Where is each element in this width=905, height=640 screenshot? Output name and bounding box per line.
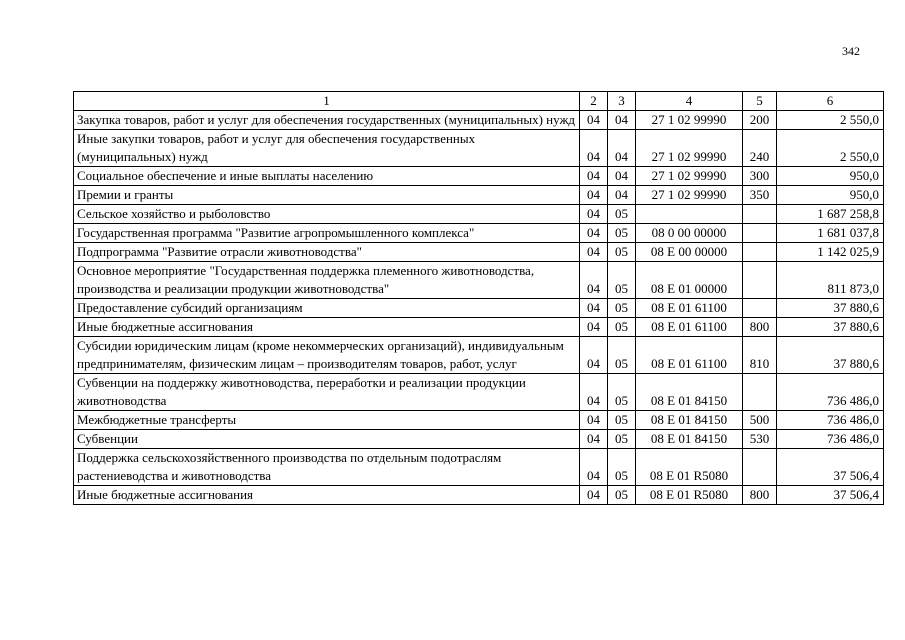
amount-cell: 811 873,0 <box>777 262 884 299</box>
target-article-cell: 08 Е 01 61100 <box>636 299 743 318</box>
amount-cell: 37 506,4 <box>777 486 884 505</box>
target-article-cell: 08 Е 01 61100 <box>636 318 743 337</box>
target-article-cell: 08 Е 00 00000 <box>636 243 743 262</box>
target-article-cell: 08 Е 01 84150 <box>636 411 743 430</box>
section-code-cell: 04 <box>580 411 608 430</box>
table-row <box>74 167 884 186</box>
item-name-cell: Закупка товаров, работ и услуг для обеспечения государственных (муниципальных) нужд <box>74 111 580 130</box>
header-cell-6: 6 <box>777 92 884 111</box>
section-code-cell: 04 <box>580 186 608 205</box>
section-code-cell: 04 <box>580 167 608 186</box>
amount-cell: 736 486,0 <box>777 430 884 449</box>
amount-cell: 736 486,0 <box>777 411 884 430</box>
amount-cell: 37 506,4 <box>777 449 884 486</box>
section-code-cell: 04 <box>580 374 608 411</box>
target-article-cell: 08 0 00 00000 <box>636 224 743 243</box>
section-code-cell: 04 <box>580 318 608 337</box>
item-name-cell: Основное мероприятие "Государственная поддержка племенного животноводства, производства и реализации продукции животноводства" <box>74 262 580 299</box>
header-cell-3: 3 <box>608 92 636 111</box>
target-article-cell: 27 1 02 99990 <box>636 167 743 186</box>
table-row <box>74 337 884 374</box>
expense-type-cell <box>743 243 777 262</box>
item-name-cell: Предоставление субсидий организациям <box>74 299 580 318</box>
item-name-cell: Субвенции <box>74 430 580 449</box>
table-row <box>74 262 884 299</box>
subsection-code-cell: 05 <box>608 299 636 318</box>
amount-cell: 1 142 025,9 <box>777 243 884 262</box>
amount-cell: 37 880,6 <box>777 318 884 337</box>
amount-cell: 2 550,0 <box>777 130 884 167</box>
subsection-code-cell: 05 <box>608 337 636 374</box>
subsection-code-cell: 05 <box>608 318 636 337</box>
header-cell-2: 2 <box>580 92 608 111</box>
target-article-cell: 27 1 02 99990 <box>636 186 743 205</box>
expense-type-cell: 810 <box>743 337 777 374</box>
target-article-cell: 08 Е 01 84150 <box>636 374 743 411</box>
subsection-code-cell: 05 <box>608 243 636 262</box>
section-code-cell: 04 <box>580 449 608 486</box>
subsection-code-cell: 04 <box>608 111 636 130</box>
subsection-code-cell: 05 <box>608 486 636 505</box>
section-code-cell: 04 <box>580 430 608 449</box>
table-row <box>74 111 884 130</box>
section-code-cell: 04 <box>580 243 608 262</box>
target-article-cell: 08 Е 01 R5080 <box>636 486 743 505</box>
section-code-cell: 04 <box>580 262 608 299</box>
amount-cell: 2 550,0 <box>777 111 884 130</box>
item-name-cell: Иные бюджетные ассигнования <box>74 318 580 337</box>
section-code-cell: 04 <box>580 486 608 505</box>
subsection-code-cell: 05 <box>608 374 636 411</box>
table-row <box>74 449 884 486</box>
expense-type-cell: 300 <box>743 167 777 186</box>
expense-type-cell: 200 <box>743 111 777 130</box>
subsection-code-cell: 04 <box>608 130 636 167</box>
section-code-cell: 04 <box>580 299 608 318</box>
table-row <box>74 130 884 167</box>
table-row <box>74 205 884 224</box>
subsection-code-cell: 05 <box>608 205 636 224</box>
item-name-cell: Межбюджетные трансферты <box>74 411 580 430</box>
table-row <box>74 374 884 411</box>
section-code-cell: 04 <box>580 205 608 224</box>
expense-type-cell: 530 <box>743 430 777 449</box>
page-number: 342 <box>842 44 860 58</box>
expense-type-cell: 240 <box>743 130 777 167</box>
table-row <box>74 486 884 505</box>
item-name-cell: Иные закупки товаров, работ и услуг для обеспечения государственных (муниципальных) нужд <box>74 130 580 167</box>
header-cell-4: 4 <box>636 92 743 111</box>
expense-type-cell <box>743 374 777 411</box>
expense-type-cell: 350 <box>743 186 777 205</box>
table-row <box>74 224 884 243</box>
subsection-code-cell: 05 <box>608 262 636 299</box>
expense-type-cell <box>743 262 777 299</box>
header-cell-5: 5 <box>743 92 777 111</box>
subsection-code-cell: 05 <box>608 224 636 243</box>
item-name-cell: Субвенции на поддержку животноводства, переработки и реализации продукции животноводства <box>74 374 580 411</box>
amount-cell: 950,0 <box>777 186 884 205</box>
subsection-code-cell: 05 <box>608 411 636 430</box>
header-cell-1: 1 <box>74 92 580 111</box>
amount-cell: 736 486,0 <box>777 374 884 411</box>
amount-cell: 37 880,6 <box>777 299 884 318</box>
expense-type-cell: 800 <box>743 486 777 505</box>
target-article-cell: 08 Е 01 61100 <box>636 337 743 374</box>
item-name-cell: Подпрограмма "Развитие отрасли животноводства" <box>74 243 580 262</box>
expense-type-cell <box>743 449 777 486</box>
budget-table <box>73 91 884 505</box>
amount-cell: 37 880,6 <box>777 337 884 374</box>
target-article-cell: 08 Е 01 84150 <box>636 430 743 449</box>
table-header-row <box>74 92 884 111</box>
table-row <box>74 186 884 205</box>
subsection-code-cell: 04 <box>608 167 636 186</box>
item-name-cell: Социальное обеспечение и иные выплаты населению <box>74 167 580 186</box>
expense-type-cell: 800 <box>743 318 777 337</box>
section-code-cell: 04 <box>580 224 608 243</box>
subsection-code-cell: 05 <box>608 430 636 449</box>
expense-type-cell <box>743 299 777 318</box>
item-name-cell: Иные бюджетные ассигнования <box>74 486 580 505</box>
item-name-cell: Поддержка сельскохозяйственного производства по отдельным подотраслям растениеводства и животноводства <box>74 449 580 486</box>
target-article-cell: 08 Е 01 00000 <box>636 262 743 299</box>
expense-type-cell: 500 <box>743 411 777 430</box>
section-code-cell: 04 <box>580 130 608 167</box>
table-row <box>74 411 884 430</box>
table-row <box>74 243 884 262</box>
subsection-code-cell: 04 <box>608 186 636 205</box>
expense-type-cell <box>743 224 777 243</box>
subsection-code-cell: 05 <box>608 449 636 486</box>
item-name-cell: Государственная программа "Развитие агропромышленного комплекса" <box>74 224 580 243</box>
table-row <box>74 318 884 337</box>
table-row <box>74 430 884 449</box>
item-name-cell: Сельское хозяйство и рыболовство <box>74 205 580 224</box>
amount-cell: 1 681 037,8 <box>777 224 884 243</box>
expense-type-cell <box>743 205 777 224</box>
target-article-cell <box>636 205 743 224</box>
item-name-cell: Субсидии юридическим лицам (кроме некоммерческих организаций), индивидуальным предпринимателям, физическим лицам – производителям товаров, работ, услуг <box>74 337 580 374</box>
target-article-cell: 08 Е 01 R5080 <box>636 449 743 486</box>
target-article-cell: 27 1 02 99990 <box>636 130 743 167</box>
table-body <box>74 111 884 505</box>
section-code-cell: 04 <box>580 111 608 130</box>
target-article-cell: 27 1 02 99990 <box>636 111 743 130</box>
table-row <box>74 299 884 318</box>
amount-cell: 950,0 <box>777 167 884 186</box>
item-name-cell: Премии и гранты <box>74 186 580 205</box>
section-code-cell: 04 <box>580 337 608 374</box>
amount-cell: 1 687 258,8 <box>777 205 884 224</box>
